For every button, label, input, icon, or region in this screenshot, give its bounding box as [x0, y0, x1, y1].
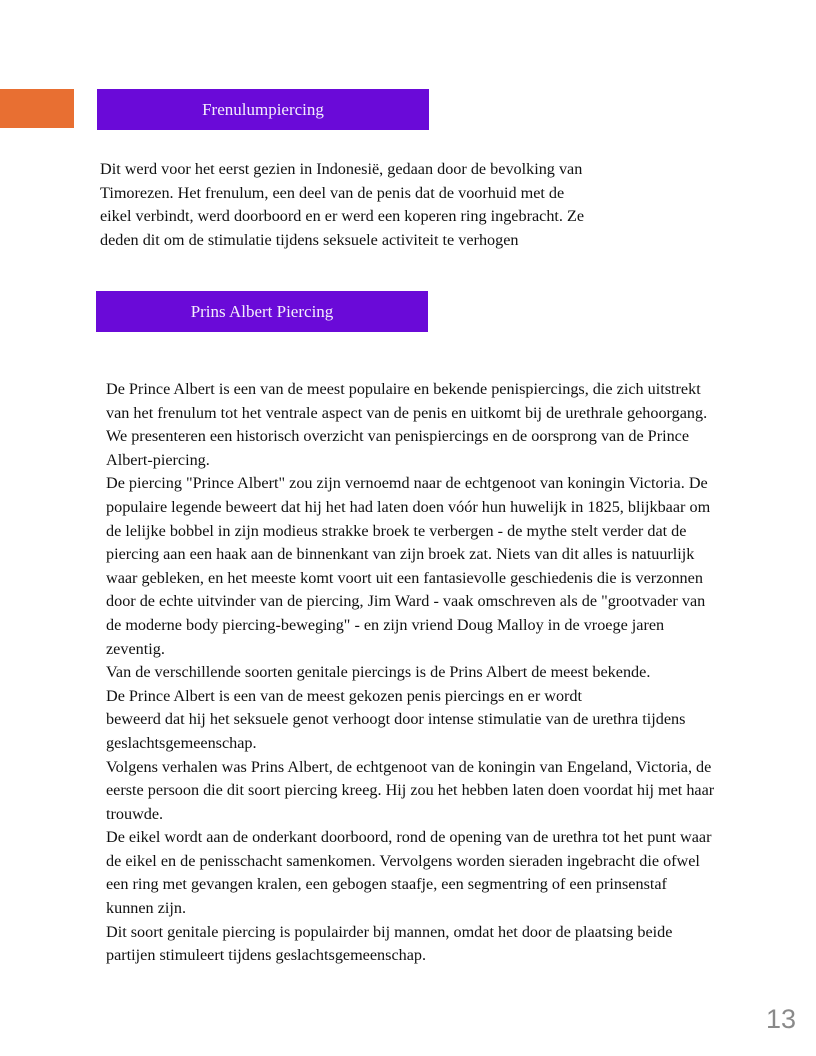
text-line: Dit soort genitale piercing is populairder bij mannen, omdat het door de plaatsing beide	[106, 922, 673, 941]
text-line: Timorezen. Het frenulum, een deel van de penis dat de voorhuid met de	[100, 183, 565, 202]
text-line: geslachtsgemeenschap.	[106, 733, 257, 752]
text-line: van het frenulum tot het ventrale aspect van de penis en uitkomt bij de urethrale gehoorgang.	[106, 403, 708, 422]
text-line: Albert-piercing.	[106, 450, 210, 469]
text-line: waar gebleken, en het meeste komt voort uit een fantasievolle geschiedenis die is verzonnen	[106, 568, 703, 587]
text-line: door de echte uitvinder van de piercing, Jim Ward - vaak omschreven als de "grootvader van	[106, 592, 706, 611]
text-line: Dit werd voor het eerst gezien in Indonesië, gedaan door de bevolking van	[100, 160, 583, 178]
text-line: piercing aan een haak aan de binnenkant van zijn broek zat. Niets van dit alles is natuurlijk	[106, 545, 695, 564]
section-heading-text: Prins Albert Piercing	[190, 301, 334, 321]
text-line: partijen stimuleert tijdens geslachtsgemeenschap.	[106, 946, 427, 965]
text-line: de lelijke bobbel in zijn modieus strakke broek te verbergen - de mythe stelt verder dat de	[106, 521, 687, 540]
text-line: Van de verschillende soorten genitale piercings is de Prins Albert de meest bekende.	[106, 663, 651, 682]
text-line: trouwde.	[106, 804, 164, 823]
text-line: De Prince Albert is een van de meest gekozen penis piercings en er wordt	[106, 686, 583, 705]
text-line: de eikel en de penisschacht samenkomen. Vervolgens worden sieraden ingebracht die ofwel	[106, 851, 700, 870]
text-line: populaire legende beweert dat hij het had laten doen vóór hun huwelijk in 1825, blijkbaar om	[106, 497, 711, 516]
text-line: een ring met gevangen kralen, een gebogen staafje, een segmentring of een prinsenstaf	[106, 875, 667, 894]
text-line: eikel verbindt, werd doorboord en er werd een koperen ring ingebracht. Ze	[100, 207, 585, 226]
text-line: We presenteren een historisch overzicht van penispiercings en de oorsprong van de Prince	[106, 427, 690, 446]
text-line: eerste persoon die dit soort piercing kreeg. Hij zou het hebben laten doen voordat hij met haar	[106, 781, 715, 800]
text-line: De eikel wordt aan de onderkant doorboord, rond de opening van de urethra tot het punt waar	[106, 828, 712, 847]
page-number: 13	[765, 1004, 796, 1034]
text-line: deden dit om de stimulatie tijdens seksuele activiteit te verhogen	[100, 230, 519, 249]
text-line: De piercing "Prince Albert" zou zijn vernoemd naar de echtgenoot van koningin Victoria. De	[106, 474, 708, 493]
text-line: kunnen zijn.	[106, 899, 187, 918]
frenulum-paragraph	[100, 158, 660, 252]
section-heading-text: Frenulumpiercing	[202, 99, 324, 119]
text-line: De Prince Albert is een van de meest populaire en bekende penispiercings, die zich uitstrekt	[106, 380, 701, 398]
accent-bar	[0, 89, 74, 128]
text-line: zeventig.	[106, 639, 165, 658]
section-heading-frenulumpiercing	[97, 89, 429, 130]
text-line: beweerd dat hij het seksuele genot verhoogt door intense stimulatie van de urethra tijdens	[106, 710, 686, 729]
text-line: Volgens verhalen was Prins Albert, de echtgenoot van de koningin van Engeland, Victoria, de	[106, 757, 712, 776]
section-heading-prins-albert	[96, 291, 428, 332]
prins-albert-paragraph	[106, 378, 796, 968]
text-line: de moderne body piercing-beweging" - en zijn vriend Doug Malloy in de vroege jaren	[106, 615, 665, 634]
